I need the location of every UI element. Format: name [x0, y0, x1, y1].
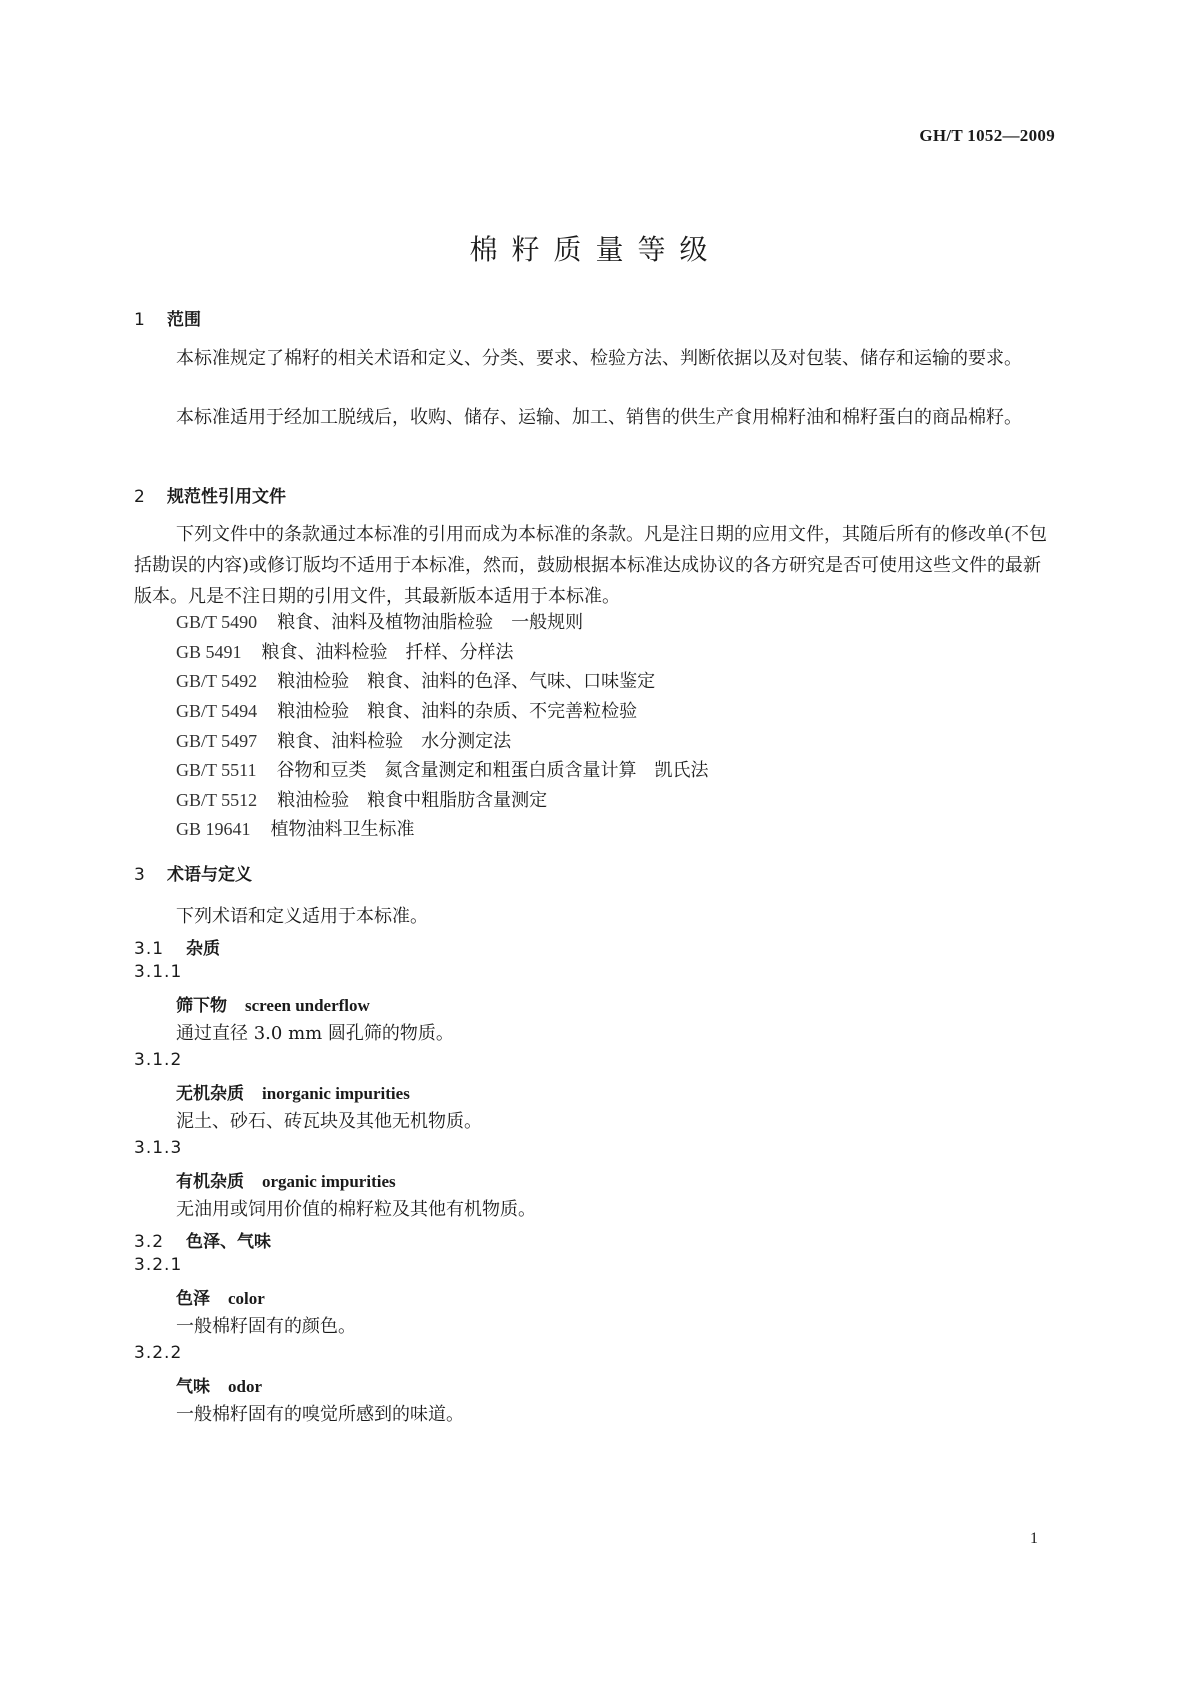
section-1-paragraph-1: 本标准规定了棉籽的相关术语和定义、分类、要求、检验方法、判断依据以及对包装、储存和运输的要求。 — [176, 348, 1022, 369]
reference-code: GB 5491 — [176, 642, 242, 662]
term-chinese: 筛下物 — [176, 996, 227, 1016]
reference-title: 粮油检验 粮食中粗脂肪含量测定 — [277, 790, 548, 811]
subsection-number: 3.1 — [134, 939, 165, 959]
term-entry — [176, 991, 370, 1016]
term-definition: 一般棉籽固有的嗅觉所感到的味道。 — [176, 1404, 464, 1425]
subsection-heading — [134, 934, 220, 959]
clause-number: 3.2.1 — [134, 1255, 183, 1275]
term-english: screen underflow — [245, 996, 370, 1015]
section-1-paragraph-2: 本标准适用于经加工脱绒后，收购、储存、运输、加工、销售的供生产食用棉籽油和棉籽蛋白的商品棉籽。 — [176, 407, 1022, 428]
subsection-heading — [134, 1227, 271, 1252]
subsection-number: 3.2 — [134, 1232, 165, 1252]
clause-number: 3.2.2 — [134, 1343, 183, 1363]
term-chinese: 色泽 — [176, 1289, 210, 1309]
term-definition: 泥土、砂石、砖瓦块及其他无机物质。 — [176, 1111, 482, 1132]
reference-code: GB 19641 — [176, 819, 251, 839]
term-definition: 一般棉籽固有的颜色。 — [176, 1316, 356, 1337]
term-chinese: 无机杂质 — [176, 1084, 244, 1104]
reference-title: 粮食、油料及植物油脂检验 一般规则 — [277, 612, 584, 633]
reference-item — [176, 727, 511, 753]
reference-item — [176, 667, 655, 693]
term-english: odor — [228, 1377, 262, 1396]
page-number: 1 — [1030, 1530, 1038, 1547]
section-3-heading — [134, 860, 252, 885]
section-number: 3 — [134, 865, 145, 885]
term-chinese: 有机杂质 — [176, 1172, 244, 1192]
reference-item — [176, 697, 637, 723]
section-number: 2 — [134, 487, 145, 507]
reference-item — [176, 815, 415, 841]
subsection-title: 杂质 — [186, 939, 220, 959]
reference-title: 粮食、油料检验 水分测定法 — [277, 731, 512, 752]
term-english: organic impurities — [262, 1172, 396, 1191]
term-definition: 通过直径 3.0 mm 圆孔筛的物质。 — [176, 1023, 454, 1044]
clause-number: 3.1.1 — [134, 962, 183, 982]
clause-number: 3.1.3 — [134, 1138, 183, 1158]
section-1-heading — [134, 305, 201, 330]
reference-title: 植物油料卫生标准 — [270, 819, 415, 840]
section-3-intro: 下列术语和定义适用于本标准。 — [176, 906, 428, 927]
term-definition: 无油用或饲用价值的棉籽粒及其他有机物质。 — [176, 1199, 536, 1220]
reference-code: GB/T 5494 — [176, 701, 258, 721]
section-title: 术语与定义 — [167, 865, 252, 885]
term-entry — [176, 1079, 410, 1104]
reference-title: 谷物和豆类 氮含量测定和粗蛋白质含量计算 凯氏法 — [276, 760, 709, 781]
section-2-intro: 下列文件中的条款通过本标准的引用而成为本标准的条款。凡是注日期的应用文件，其随后所有的修改单(不包括勘误的内容)或修订版均不适用于本标准，然而，鼓励根据本标准达成协议的各方研究是否可使用这些文件的最新版本。凡是不注日期的引用文件，其最新版本适用于本标准。 — [134, 524, 1048, 607]
clause-number: 3.1.2 — [134, 1050, 183, 1070]
term-entry — [176, 1284, 265, 1309]
document-title: 棉籽质量等级 — [469, 233, 722, 266]
subsection-title: 色泽、气味 — [186, 1232, 271, 1252]
section-title: 规范性引用文件 — [167, 487, 286, 507]
reference-code: GB/T 5492 — [176, 671, 258, 691]
section-2-heading — [134, 482, 286, 507]
section-number: 1 — [134, 310, 145, 330]
term-entry — [176, 1167, 396, 1192]
term-english: inorganic impurities — [262, 1084, 410, 1103]
reference-code: GB/T 5490 — [176, 612, 258, 632]
reference-code: GB/T 5512 — [176, 790, 258, 810]
reference-title: 粮食、油料检验 扦样、分样法 — [261, 642, 514, 663]
reference-item — [176, 638, 514, 664]
section-title: 范围 — [167, 310, 201, 330]
reference-item — [176, 608, 583, 634]
reference-title: 粮油检验 粮食、油料的杂质、不完善粒检验 — [277, 701, 638, 722]
reference-item — [176, 786, 547, 812]
reference-title: 粮油检验 粮食、油料的色泽、气味、口味鉴定 — [277, 671, 656, 692]
term-chinese: 气味 — [176, 1377, 210, 1397]
reference-code: GB/T 5497 — [176, 731, 258, 751]
term-english: color — [228, 1289, 265, 1308]
term-entry — [176, 1372, 262, 1397]
reference-item — [176, 756, 709, 782]
standard-number: GH/T 1052—2009 — [919, 126, 1055, 145]
reference-code: GB/T 5511 — [176, 760, 257, 780]
